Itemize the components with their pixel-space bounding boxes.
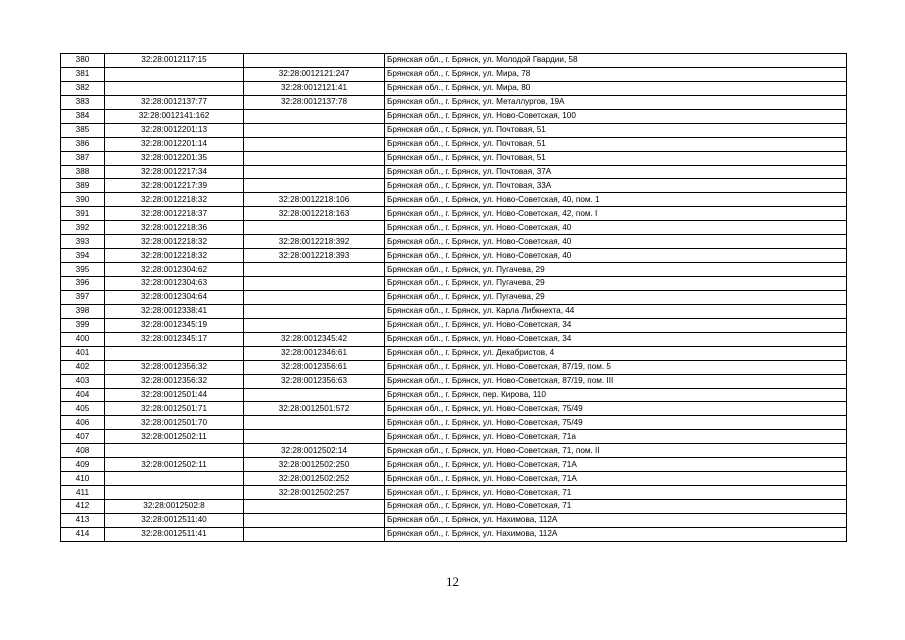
address-cell: Брянская обл., г. Брянск, ул. Ново-Советская, 71А bbox=[385, 472, 847, 486]
table-row bbox=[61, 81, 847, 95]
cadastral-number-cell: 32:28:0012501:71 bbox=[105, 402, 244, 416]
cadastral-number-cell: 32:28:0012201:35 bbox=[105, 151, 244, 165]
cadastral-number-cell: 32:28:0012511:40 bbox=[105, 513, 244, 527]
cadastral-number-cell: 32:28:0012502:8 bbox=[105, 500, 244, 514]
table-row bbox=[61, 263, 847, 277]
cadastral-number-secondary-cell bbox=[244, 277, 385, 291]
table-row bbox=[61, 304, 847, 318]
cadastral-number-secondary-cell bbox=[244, 304, 385, 318]
address-cell: Брянская обл., г. Брянск, ул. Металлургов, 19А bbox=[385, 95, 847, 109]
table-row bbox=[61, 207, 847, 221]
cadastral-number-cell: 32:28:0012218:32 bbox=[105, 193, 244, 207]
cadastral-number-cell: 32:28:0012218:32 bbox=[105, 235, 244, 249]
table-row bbox=[61, 221, 847, 235]
row-number-cell: 396 bbox=[61, 277, 105, 291]
table-row bbox=[61, 109, 847, 123]
address-cell: Брянская обл., г. Брянск, ул. Пугачева, 29 bbox=[385, 290, 847, 304]
table-row bbox=[61, 486, 847, 500]
registry-table bbox=[60, 53, 847, 542]
cadastral-number-cell: 32:28:0012304:64 bbox=[105, 290, 244, 304]
cadastral-number-cell: 32:28:0012201:14 bbox=[105, 137, 244, 151]
table-row bbox=[61, 137, 847, 151]
address-cell: Брянская обл., г. Брянск, пер. Кирова, 110 bbox=[385, 388, 847, 402]
cadastral-number-secondary-cell bbox=[244, 179, 385, 193]
cadastral-number-secondary-cell: 32:28:0012121:247 bbox=[244, 67, 385, 81]
row-number-cell: 384 bbox=[61, 109, 105, 123]
address-cell: Брянская обл., г. Брянск, ул. Ново-Советская, 40 bbox=[385, 221, 847, 235]
cadastral-number-cell: 32:28:0012217:39 bbox=[105, 179, 244, 193]
cadastral-number-secondary-cell: 32:28:0012121:41 bbox=[244, 81, 385, 95]
cadastral-number-cell bbox=[105, 486, 244, 500]
table-row bbox=[61, 290, 847, 304]
registry-table-body bbox=[61, 54, 847, 542]
cadastral-number-secondary-cell bbox=[244, 54, 385, 68]
address-cell: Брянская обл., г. Брянск, ул. Декабристов, 4 bbox=[385, 346, 847, 360]
cadastral-number-cell: 32:28:0012218:36 bbox=[105, 221, 244, 235]
table-row bbox=[61, 123, 847, 137]
row-number-cell: 381 bbox=[61, 67, 105, 81]
cadastral-number-secondary-cell bbox=[244, 527, 385, 541]
cadastral-number-cell: 32:28:0012217:34 bbox=[105, 165, 244, 179]
row-number-cell: 380 bbox=[61, 54, 105, 68]
address-cell: Брянская обл., г. Брянск, ул. Ново-Советская, 42, пом. I bbox=[385, 207, 847, 221]
cadastral-number-cell: 32:28:0012345:17 bbox=[105, 332, 244, 346]
cadastral-number-secondary-cell: 32:28:0012218:393 bbox=[244, 249, 385, 263]
row-number-cell: 395 bbox=[61, 263, 105, 277]
cadastral-number-cell: 32:28:0012502:11 bbox=[105, 430, 244, 444]
row-number-cell: 387 bbox=[61, 151, 105, 165]
address-cell: Брянская обл., г. Брянск, ул. Почтовая, 51 bbox=[385, 137, 847, 151]
table-row bbox=[61, 388, 847, 402]
address-cell: Брянская обл., г. Брянск, ул. Почтовая, 51 bbox=[385, 123, 847, 137]
table-row bbox=[61, 527, 847, 541]
row-number-cell: 394 bbox=[61, 249, 105, 263]
cadastral-number-secondary-cell: 32:28:0012502:257 bbox=[244, 486, 385, 500]
address-cell: Брянская обл., г. Брянск, ул. Ново-Советская, 40 bbox=[385, 249, 847, 263]
table-row bbox=[61, 416, 847, 430]
row-number-cell: 385 bbox=[61, 123, 105, 137]
cadastral-number-cell: 32:28:0012502:11 bbox=[105, 458, 244, 472]
table-row bbox=[61, 193, 847, 207]
table-row bbox=[61, 402, 847, 416]
cadastral-number-secondary-cell: 32:28:0012346:61 bbox=[244, 346, 385, 360]
table-row bbox=[61, 95, 847, 109]
cadastral-number-secondary-cell: 32:28:0012218:163 bbox=[244, 207, 385, 221]
address-cell: Брянская обл., г. Брянск, ул. Ново-Советская, 100 bbox=[385, 109, 847, 123]
address-cell: Брянская обл., г. Брянск, ул. Ново-Советская, 75/49 bbox=[385, 416, 847, 430]
address-cell: Брянская обл., г. Брянск, ул. Ново-Советская, 71 bbox=[385, 486, 847, 500]
row-number-cell: 409 bbox=[61, 458, 105, 472]
cadastral-number-secondary-cell bbox=[244, 513, 385, 527]
cadastral-number-cell: 32:28:0012356:32 bbox=[105, 360, 244, 374]
cadastral-number-cell: 32:28:0012338:41 bbox=[105, 304, 244, 318]
cadastral-number-secondary-cell bbox=[244, 500, 385, 514]
address-cell: Брянская обл., г. Брянск, ул. Карла Либкнехта, 44 bbox=[385, 304, 847, 318]
cadastral-number-secondary-cell: 32:28:0012345:42 bbox=[244, 332, 385, 346]
cadastral-number-cell: 32:28:0012304:63 bbox=[105, 277, 244, 291]
row-number-cell: 403 bbox=[61, 374, 105, 388]
row-number-cell: 393 bbox=[61, 235, 105, 249]
cadastral-number-secondary-cell: 32:28:0012137:78 bbox=[244, 95, 385, 109]
table-row bbox=[61, 500, 847, 514]
row-number-cell: 399 bbox=[61, 318, 105, 332]
cadastral-number-cell: 32:28:0012501:44 bbox=[105, 388, 244, 402]
row-number-cell: 386 bbox=[61, 137, 105, 151]
table-row bbox=[61, 472, 847, 486]
cadastral-number-cell: 32:28:0012117:15 bbox=[105, 54, 244, 68]
row-number-cell: 401 bbox=[61, 346, 105, 360]
table-row bbox=[61, 360, 847, 374]
address-cell: Брянская обл., г. Брянск, ул. Пугачева, 29 bbox=[385, 277, 847, 291]
address-cell: Брянская обл., г. Брянск, ул. Ново-Советская, 75/49 bbox=[385, 402, 847, 416]
cadastral-number-cell bbox=[105, 346, 244, 360]
address-cell: Брянская обл., г. Брянск, ул. Ново-Советская, 40 bbox=[385, 235, 847, 249]
address-cell: Брянская обл., г. Брянск, ул. Ново-Советская, 34 bbox=[385, 332, 847, 346]
row-number-cell: 388 bbox=[61, 165, 105, 179]
cadastral-number-cell: 32:28:0012345:19 bbox=[105, 318, 244, 332]
row-number-cell: 383 bbox=[61, 95, 105, 109]
cadastral-number-secondary-cell bbox=[244, 165, 385, 179]
cadastral-number-secondary-cell bbox=[244, 430, 385, 444]
table-row bbox=[61, 458, 847, 472]
cadastral-number-cell: 32:28:0012201:13 bbox=[105, 123, 244, 137]
cadastral-number-secondary-cell bbox=[244, 137, 385, 151]
cadastral-number-secondary-cell: 32:28:0012502:14 bbox=[244, 444, 385, 458]
address-cell: Брянская обл., г. Брянск, ул. Мира, 80 bbox=[385, 81, 847, 95]
cadastral-number-cell: 32:28:0012137:77 bbox=[105, 95, 244, 109]
table-row bbox=[61, 235, 847, 249]
row-number-cell: 410 bbox=[61, 472, 105, 486]
row-number-cell: 382 bbox=[61, 81, 105, 95]
row-number-cell: 412 bbox=[61, 500, 105, 514]
table-row bbox=[61, 332, 847, 346]
cadastral-number-cell: 32:28:0012141:162 bbox=[105, 109, 244, 123]
table-row bbox=[61, 513, 847, 527]
cadastral-number-secondary-cell: 32:28:0012502:250 bbox=[244, 458, 385, 472]
table-row bbox=[61, 249, 847, 263]
cadastral-number-secondary-cell: 32:28:0012218:392 bbox=[244, 235, 385, 249]
row-number-cell: 414 bbox=[61, 527, 105, 541]
address-cell: Брянская обл., г. Брянск, ул. Ново-Советская, 71А bbox=[385, 458, 847, 472]
address-cell: Брянская обл., г. Брянск, ул. Почтовая, 51 bbox=[385, 151, 847, 165]
address-cell: Брянская обл., г. Брянск, ул. Ново-Советская, 71 bbox=[385, 500, 847, 514]
row-number-cell: 398 bbox=[61, 304, 105, 318]
table-row bbox=[61, 444, 847, 458]
cadastral-number-secondary-cell: 32:28:0012501:572 bbox=[244, 402, 385, 416]
cadastral-number-secondary-cell bbox=[244, 290, 385, 304]
address-cell: Брянская обл., г. Брянск, ул. Ново-Советская, 71а bbox=[385, 430, 847, 444]
row-number-cell: 406 bbox=[61, 416, 105, 430]
cadastral-number-cell: 32:28:0012218:37 bbox=[105, 207, 244, 221]
cadastral-number-secondary-cell: 32:28:0012502:252 bbox=[244, 472, 385, 486]
row-number-cell: 411 bbox=[61, 486, 105, 500]
table-row bbox=[61, 67, 847, 81]
cadastral-number-secondary-cell bbox=[244, 109, 385, 123]
cadastral-number-secondary-cell: 32:28:0012218:106 bbox=[244, 193, 385, 207]
address-cell: Брянская обл., г. Брянск, ул. Ново-Советская, 87/19, пом. 5 bbox=[385, 360, 847, 374]
cadastral-number-cell: 32:28:0012218:32 bbox=[105, 249, 244, 263]
table-row bbox=[61, 54, 847, 68]
address-cell: Брянская обл., г. Брянск, ул. Ново-Советская, 87/19, пом. III bbox=[385, 374, 847, 388]
row-number-cell: 408 bbox=[61, 444, 105, 458]
cadastral-number-cell: 32:28:0012511:41 bbox=[105, 527, 244, 541]
page-number: 12 bbox=[446, 574, 459, 589]
cadastral-number-secondary-cell bbox=[244, 221, 385, 235]
address-cell: Брянская обл., г. Брянск, ул. Нахимова, 112А bbox=[385, 527, 847, 541]
cadastral-number-secondary-cell bbox=[244, 263, 385, 277]
row-number-cell: 405 bbox=[61, 402, 105, 416]
cadastral-number-cell: 32:28:0012304:62 bbox=[105, 263, 244, 277]
row-number-cell: 397 bbox=[61, 290, 105, 304]
cadastral-number-secondary-cell: 32:28:0012356:61 bbox=[244, 360, 385, 374]
table-row bbox=[61, 318, 847, 332]
cadastral-number-cell: 32:28:0012501:70 bbox=[105, 416, 244, 430]
row-number-cell: 407 bbox=[61, 430, 105, 444]
row-number-cell: 402 bbox=[61, 360, 105, 374]
row-number-cell: 413 bbox=[61, 513, 105, 527]
address-cell: Брянская обл., г. Брянск, ул. Нахимова, 112А bbox=[385, 513, 847, 527]
address-cell: Брянская обл., г. Брянск, ул. Молодой Гвардии, 58 bbox=[385, 54, 847, 68]
cadastral-number-secondary-cell bbox=[244, 416, 385, 430]
cadastral-number-secondary-cell bbox=[244, 123, 385, 137]
cadastral-number-cell bbox=[105, 444, 244, 458]
address-cell: Брянская обл., г. Брянск, ул. Ново-Советская, 40, пом. 1 bbox=[385, 193, 847, 207]
table-row bbox=[61, 374, 847, 388]
address-cell: Брянская обл., г. Брянск, ул. Почтовая, 33А bbox=[385, 179, 847, 193]
table-row bbox=[61, 430, 847, 444]
table-row bbox=[61, 346, 847, 360]
address-cell: Брянская обл., г. Брянск, ул. Ново-Советская, 71, пом. II bbox=[385, 444, 847, 458]
cadastral-number-secondary-cell bbox=[244, 388, 385, 402]
table-row bbox=[61, 277, 847, 291]
address-cell: Брянская обл., г. Брянск, ул. Мира, 78 bbox=[385, 67, 847, 81]
row-number-cell: 390 bbox=[61, 193, 105, 207]
cadastral-number-cell: 32:28:0012356:32 bbox=[105, 374, 244, 388]
cadastral-number-cell bbox=[105, 67, 244, 81]
cadastral-number-secondary-cell bbox=[244, 318, 385, 332]
row-number-cell: 392 bbox=[61, 221, 105, 235]
row-number-cell: 404 bbox=[61, 388, 105, 402]
row-number-cell: 389 bbox=[61, 179, 105, 193]
row-number-cell: 400 bbox=[61, 332, 105, 346]
table-row bbox=[61, 151, 847, 165]
cadastral-number-secondary-cell bbox=[244, 151, 385, 165]
cadastral-number-secondary-cell: 32:28:0012356:63 bbox=[244, 374, 385, 388]
address-cell: Брянская обл., г. Брянск, ул. Почтовая, 37А bbox=[385, 165, 847, 179]
address-cell: Брянская обл., г. Брянск, ул. Ново-Советская, 34 bbox=[385, 318, 847, 332]
cadastral-number-cell bbox=[105, 472, 244, 486]
cadastral-number-cell bbox=[105, 81, 244, 95]
table-row bbox=[61, 165, 847, 179]
row-number-cell: 391 bbox=[61, 207, 105, 221]
address-cell: Брянская обл., г. Брянск, ул. Пугачева, 29 bbox=[385, 263, 847, 277]
table-row bbox=[61, 179, 847, 193]
